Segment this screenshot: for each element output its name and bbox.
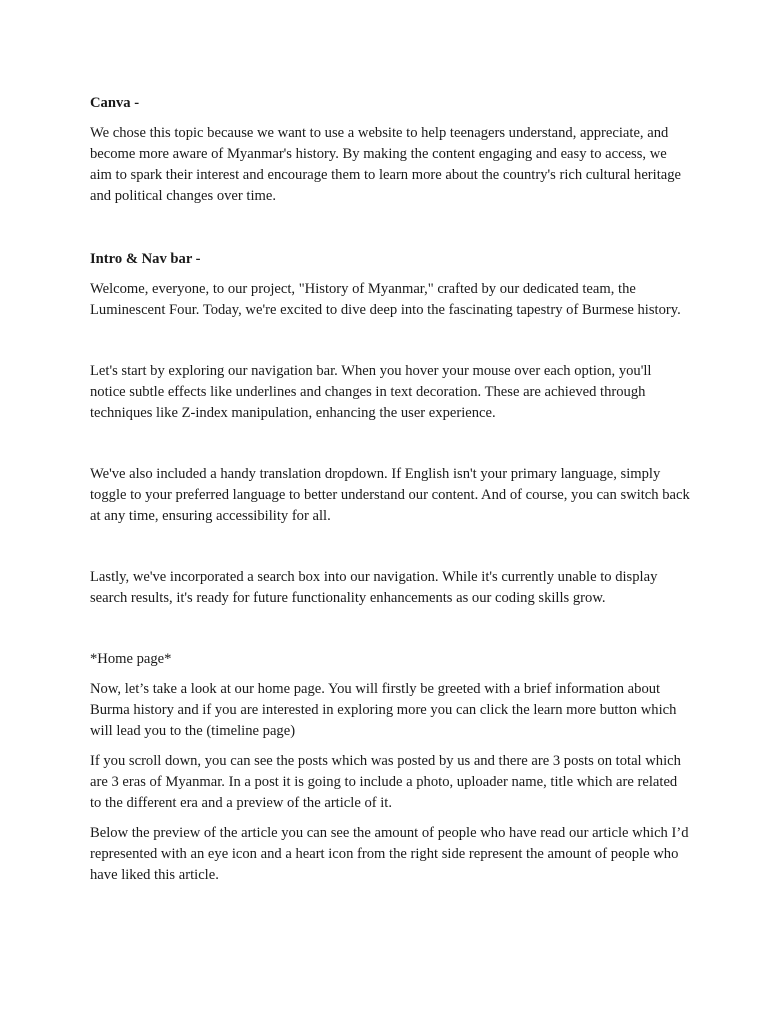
intro-heading: Intro & Nav bar - bbox=[90, 251, 201, 267]
document-page bbox=[90, 93, 690, 886]
home-heading: *Home page* bbox=[90, 651, 172, 667]
home-paragraph-3: Below the preview of the article you can see the amount of people who have read our article which I’d represented with an eye icon and a heart icon from the right side represent the amount of people who have liked this article. bbox=[90, 825, 689, 883]
intro-paragraph: Welcome, everyone, to our project, "History of Myanmar," crafted by our dedicated team, the Luminescent Four. Today, we're excited to dive deep into the fascinating tapestry of Burmese history. bbox=[90, 281, 681, 318]
home-paragraph-1: Now, let’s take a look at our home page. You will firstly be greeted with a brief information about Burma history and if you are interested in exploring more you can click the learn more button which will lead you to the (timeline page) bbox=[90, 681, 677, 739]
canva-heading: Canva - bbox=[90, 95, 140, 111]
search-paragraph: Lastly, we've incorporated a search box into our navigation. While it's currently unable to display search results, it's ready for future functionality enhancements as our coding skills grow. bbox=[90, 569, 658, 606]
nav-paragraph: Let's start by exploring our navigation bar. When you hover your mouse over each option, you'll notice subtle effects like underlines and changes in text decoration. These are achieved through techniques like Z-index manipulation, enhancing the user experience. bbox=[90, 363, 652, 421]
canva-paragraph: We chose this topic because we want to use a website to help teenagers understand, appreciate, and become more aware of Myanmar's history. By making the content engaging and easy to access, we aim to spark their interest and encourage them to learn more about the country's rich cultural heritage and political changes over time. bbox=[90, 125, 682, 204]
home-paragraph-2: If you scroll down, you can see the posts which was posted by us and there are 3 posts on total which are 3 eras of Myanmar. In a post it is going to include a photo, uploader name, title which are related to the different era and a preview of the article of it. bbox=[90, 753, 681, 811]
translation-paragraph: We've also included a handy translation dropdown. If English isn't your primary language, simply toggle to your preferred language to better understand our content. And of course, you can switch back at any time, ensuring accessibility for all. bbox=[90, 466, 690, 524]
